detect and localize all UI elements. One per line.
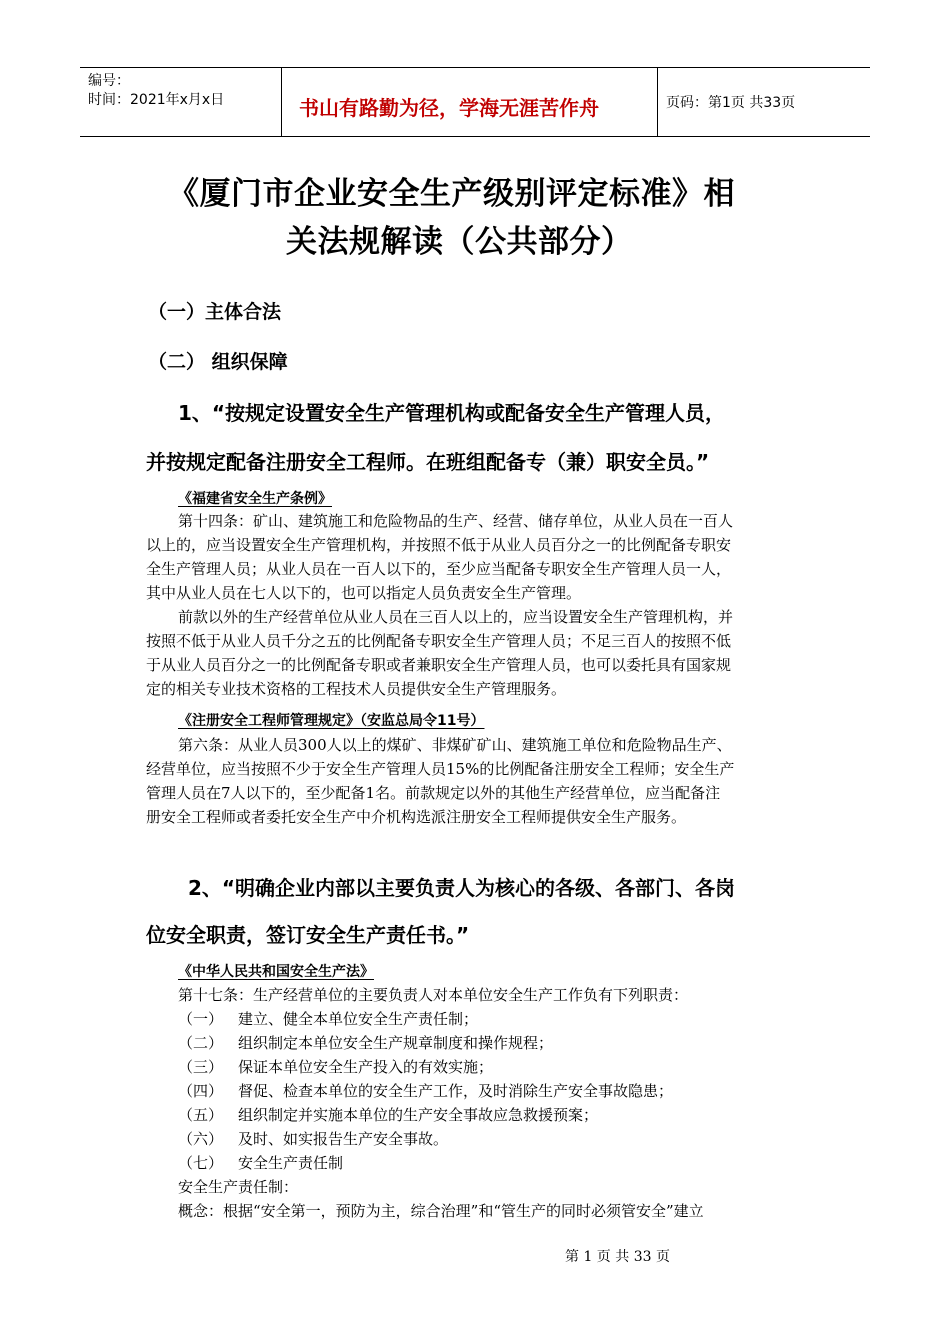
law-text-line: 定的相关专业技术资格的工程技术人员提供安全生产管理服务。 (146, 680, 567, 698)
requirement-1-line1: 1、“按规定设置安全生产管理机构或配备安全生产管理人员， (178, 401, 726, 425)
header-date: 时间：2021年x月x日 (88, 92, 225, 108)
page-footer: 第 1 页 共 33 页 (565, 1249, 670, 1265)
duty-number: （三） (178, 1058, 224, 1076)
duty-text: 及时、如实报告生产安全事故。 (238, 1130, 449, 1148)
duty-text: 组织制定并实施本单位的生产安全事故应急救援预案； (238, 1106, 599, 1124)
header-divider-1 (281, 67, 282, 136)
law-title-fujian: 《福建省安全生产条例》 (178, 491, 332, 507)
header-motto: 书山有路勤为径，学海无涯苦作舟 (299, 96, 599, 120)
duty-text: 组织制定本单位安全生产规章制度和操作规程； (238, 1034, 554, 1052)
header-divider-2 (657, 67, 658, 136)
section-heading-1: （一）主体合法 (148, 301, 282, 323)
duty-number: （四） (178, 1082, 224, 1100)
law-title-engineer: 《注册安全工程师管理规定》（安监总局令11号） (178, 713, 485, 729)
law-text-line: 以上的，应当设置安全生产管理机构，并按照不低于从业人员百分之一的比例配备专职安 (146, 536, 732, 554)
doc-title-line1: 《厦门市企业安全生产级别评定标准》相 (168, 176, 735, 212)
requirement-2-line2: 位安全职责，签订安全生产责任书。” (146, 923, 470, 947)
law-text-line: 册安全工程师或者委托安全生产中介机构选派注册安全工程师提供安全生产服务。 (146, 808, 687, 826)
header-top-rule (80, 67, 870, 68)
duty-text: 督促、检查本单位的安全生产工作，及时消除生产安全事故隐患； (238, 1082, 674, 1100)
section-heading-2: （二） 组织保障 (148, 351, 288, 373)
duty-number: （七） (178, 1154, 224, 1172)
law-text-line: 管理人员在7人以下的，至少配备1名。前款规定以外的其他生产经营单位，应当配备注 (146, 784, 721, 802)
law-text-line: 于从业人员百分之一的比例配备专职或者兼职安全生产管理人员，也可以委托具有国家规 (146, 656, 732, 674)
duty-number: （二） (178, 1034, 224, 1052)
duty-number: （一） (178, 1010, 224, 1028)
law-text-line: 前款以外的生产经营单位从业人员在三百人以上的，应当设置安全生产管理机构，并 (178, 608, 734, 626)
duty-text: 建立、健全本单位安全生产责任制； (238, 1010, 479, 1028)
law-text-line: 其中从业人员在七人以下的，也可以指定人员负责安全生产管理。 (146, 584, 582, 602)
law-title-safety-act: 《中华人民共和国安全生产法》 (178, 964, 374, 980)
duty-text: 保证本单位安全生产投入的有效实施； (238, 1058, 494, 1076)
header-page-info: 页码：第1页 共33页 (666, 95, 796, 111)
requirement-2-line1: 2、“明确企业内部以主要负责人为核心的各级、各部门、各岗 (188, 876, 736, 900)
responsibility-heading: 安全生产责任制： (178, 1178, 299, 1196)
law-text-line: 经营单位，应当按照不少于安全生产管理人员15%的比例配备注册安全工程师；安全生产 (146, 760, 735, 778)
law-intro: 第十七条：生产经营单位的主要负责人对本单位安全生产工作负有下列职责： (178, 986, 689, 1004)
law-text-line: 第十四条：矿山、建筑施工和危险物品的生产、经营、储存单位，从业人员在一百人 (178, 512, 734, 530)
law-text-line: 第六条：从业人员300人以上的煤矿、非煤矿矿山、建筑施工单位和危险物品生产、 (178, 736, 732, 754)
duty-text: 安全生产责任制 (238, 1154, 344, 1172)
header-bottom-rule (80, 136, 870, 137)
requirement-1-line2: 并按规定配备注册安全工程师。在班组配备专（兼）职安全员。” (146, 450, 710, 474)
duty-number: （五） (178, 1106, 224, 1124)
law-text-line: 按照不低于从业人员千分之五的比例配备专职安全生产管理人员；不足三百人的按照不低 (146, 632, 732, 650)
law-text-line: 全生产管理人员；从业人员在一百人以下的，至少应当配备专职安全生产管理人员一人， (146, 560, 732, 578)
duty-number: （六） (178, 1130, 224, 1148)
doc-title-line2: 关法规解读（公共部分） (286, 224, 633, 260)
header-number-label: 编号： (88, 73, 130, 89)
responsibility-concept: 概念：根据“安全第一，预防为主，综合治理”和“管生产的同时必须管安全”建立 (178, 1202, 704, 1220)
